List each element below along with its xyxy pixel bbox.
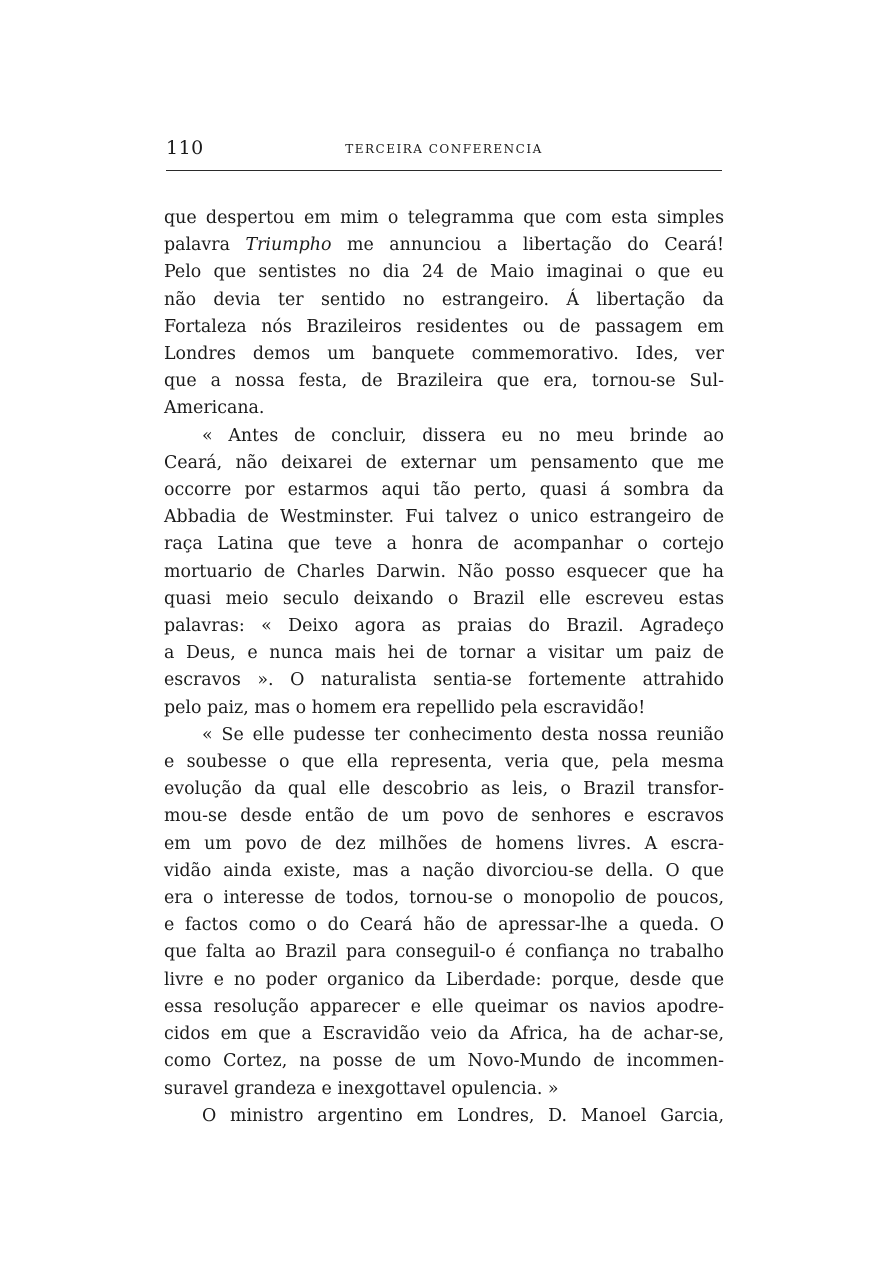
- page-header: [166, 136, 722, 168]
- text-line: [164, 232, 724, 259]
- text-line: como Cortez, na posse de um Novo-Mundo de incommen-: [164, 1051, 724, 1072]
- text-line: Pelo que sentistes no dia 24 de Maio imaginai o que eu: [164, 262, 724, 283]
- text-span: palavra: [164, 235, 246, 256]
- text-line: livre e no poder organico da Liberdade: porque, desde que: [164, 969, 724, 990]
- text-line: que despertou em mim o telegramma que com esta simples: [164, 208, 724, 228]
- text-line: essa resolução apparecer e elle queimar os navios apodre-: [164, 996, 724, 1017]
- text-line: raça Latina que teve a honra de acompanhar o cortejo: [164, 534, 724, 555]
- text-line: Americana.: [164, 398, 265, 419]
- paragraph-2: [164, 423, 724, 722]
- text-line: era o interesse de todos, tornou-se o monopolio de poucos,: [164, 888, 724, 909]
- text-line: « Se elle pudesse ter conhecimento desta nossa reunião: [202, 724, 724, 745]
- text-line: quasi meio seculo deixando o Brazil elle escreveu estas: [164, 588, 724, 609]
- text-line: « Antes de concluir, dissera eu no meu brinde ao: [202, 425, 724, 446]
- text-line: palavras: « Deixo agora as praias do Brazil. Agradeço: [164, 616, 724, 637]
- text-line: Ceará, não deixarei de externar um pensamento que me: [164, 452, 724, 473]
- text-line: evolução da qual elle descobrio as leis, o Brazil transfor-: [164, 779, 724, 800]
- text-line: vidão ainda existe, mas a nação divorciou-se della. O que: [164, 860, 724, 881]
- paragraph-4: [164, 1103, 724, 1130]
- text-line: e factos como o do Ceará hão de apressar-lhe a queda. O: [164, 915, 724, 936]
- text-line: mou-se desde então de um povo de senhores e escravos: [164, 806, 724, 827]
- text-line: Londres demos um banquete commemorativo. Ides, ver: [164, 344, 724, 365]
- running-head: TERCEIRA CONFERENCIA: [345, 142, 543, 156]
- text-span: me annunciou a libertação do Ceará!: [331, 235, 725, 256]
- text-line: Abbadia de Westminster. Fui talvez o unico estrangeiro de: [164, 507, 724, 528]
- paragraph-1: [164, 205, 724, 423]
- header-rule: [166, 170, 722, 171]
- italic-word: Triumpho: [245, 235, 332, 256]
- text-line: escravos ». O naturalista sentia-se fortemente attrahido: [164, 670, 724, 691]
- text-line: e soubesse o que ella representa, veria que, pela mesma: [164, 752, 724, 773]
- text-line: suravel grandeza e inexgottavel opulencia. »: [164, 1078, 559, 1099]
- text-line: mortuario de Charles Darwin. Não posso esquecer que ha: [164, 561, 724, 582]
- text-line: que falta ao Brazil para conseguil-o é confiança no trabalho: [164, 942, 724, 963]
- text-line: a Deus, e nunca mais hei de tornar a visitar um paiz de: [164, 643, 724, 664]
- text-line: cidos em que a Escravidão veio da Africa, ha de achar-se,: [164, 1024, 724, 1045]
- text-line: occorre por estarmos aqui tão perto, quasi á sombra da: [164, 480, 724, 501]
- text-line: em um povo de dez milhões de homens livres. A escra-: [164, 833, 724, 854]
- body-text: [164, 205, 724, 1130]
- text-line: que a nossa festa, de Brazileira que era, tornou-se Sul-: [164, 371, 724, 392]
- paragraph-3: [164, 722, 724, 1103]
- page-number: 110: [166, 137, 204, 159]
- text-line: Fortaleza nós Brazileiros residentes ou de passagem em: [164, 316, 724, 337]
- text-line: pelo paiz, mas o homem era repellido pela escravidão!: [164, 697, 646, 718]
- text-line: não devia ter sentido no estrangeiro. Á libertação da: [164, 289, 724, 310]
- text-line: O ministro argentino em Londres, D. Manoel Garcia,: [202, 1105, 724, 1126]
